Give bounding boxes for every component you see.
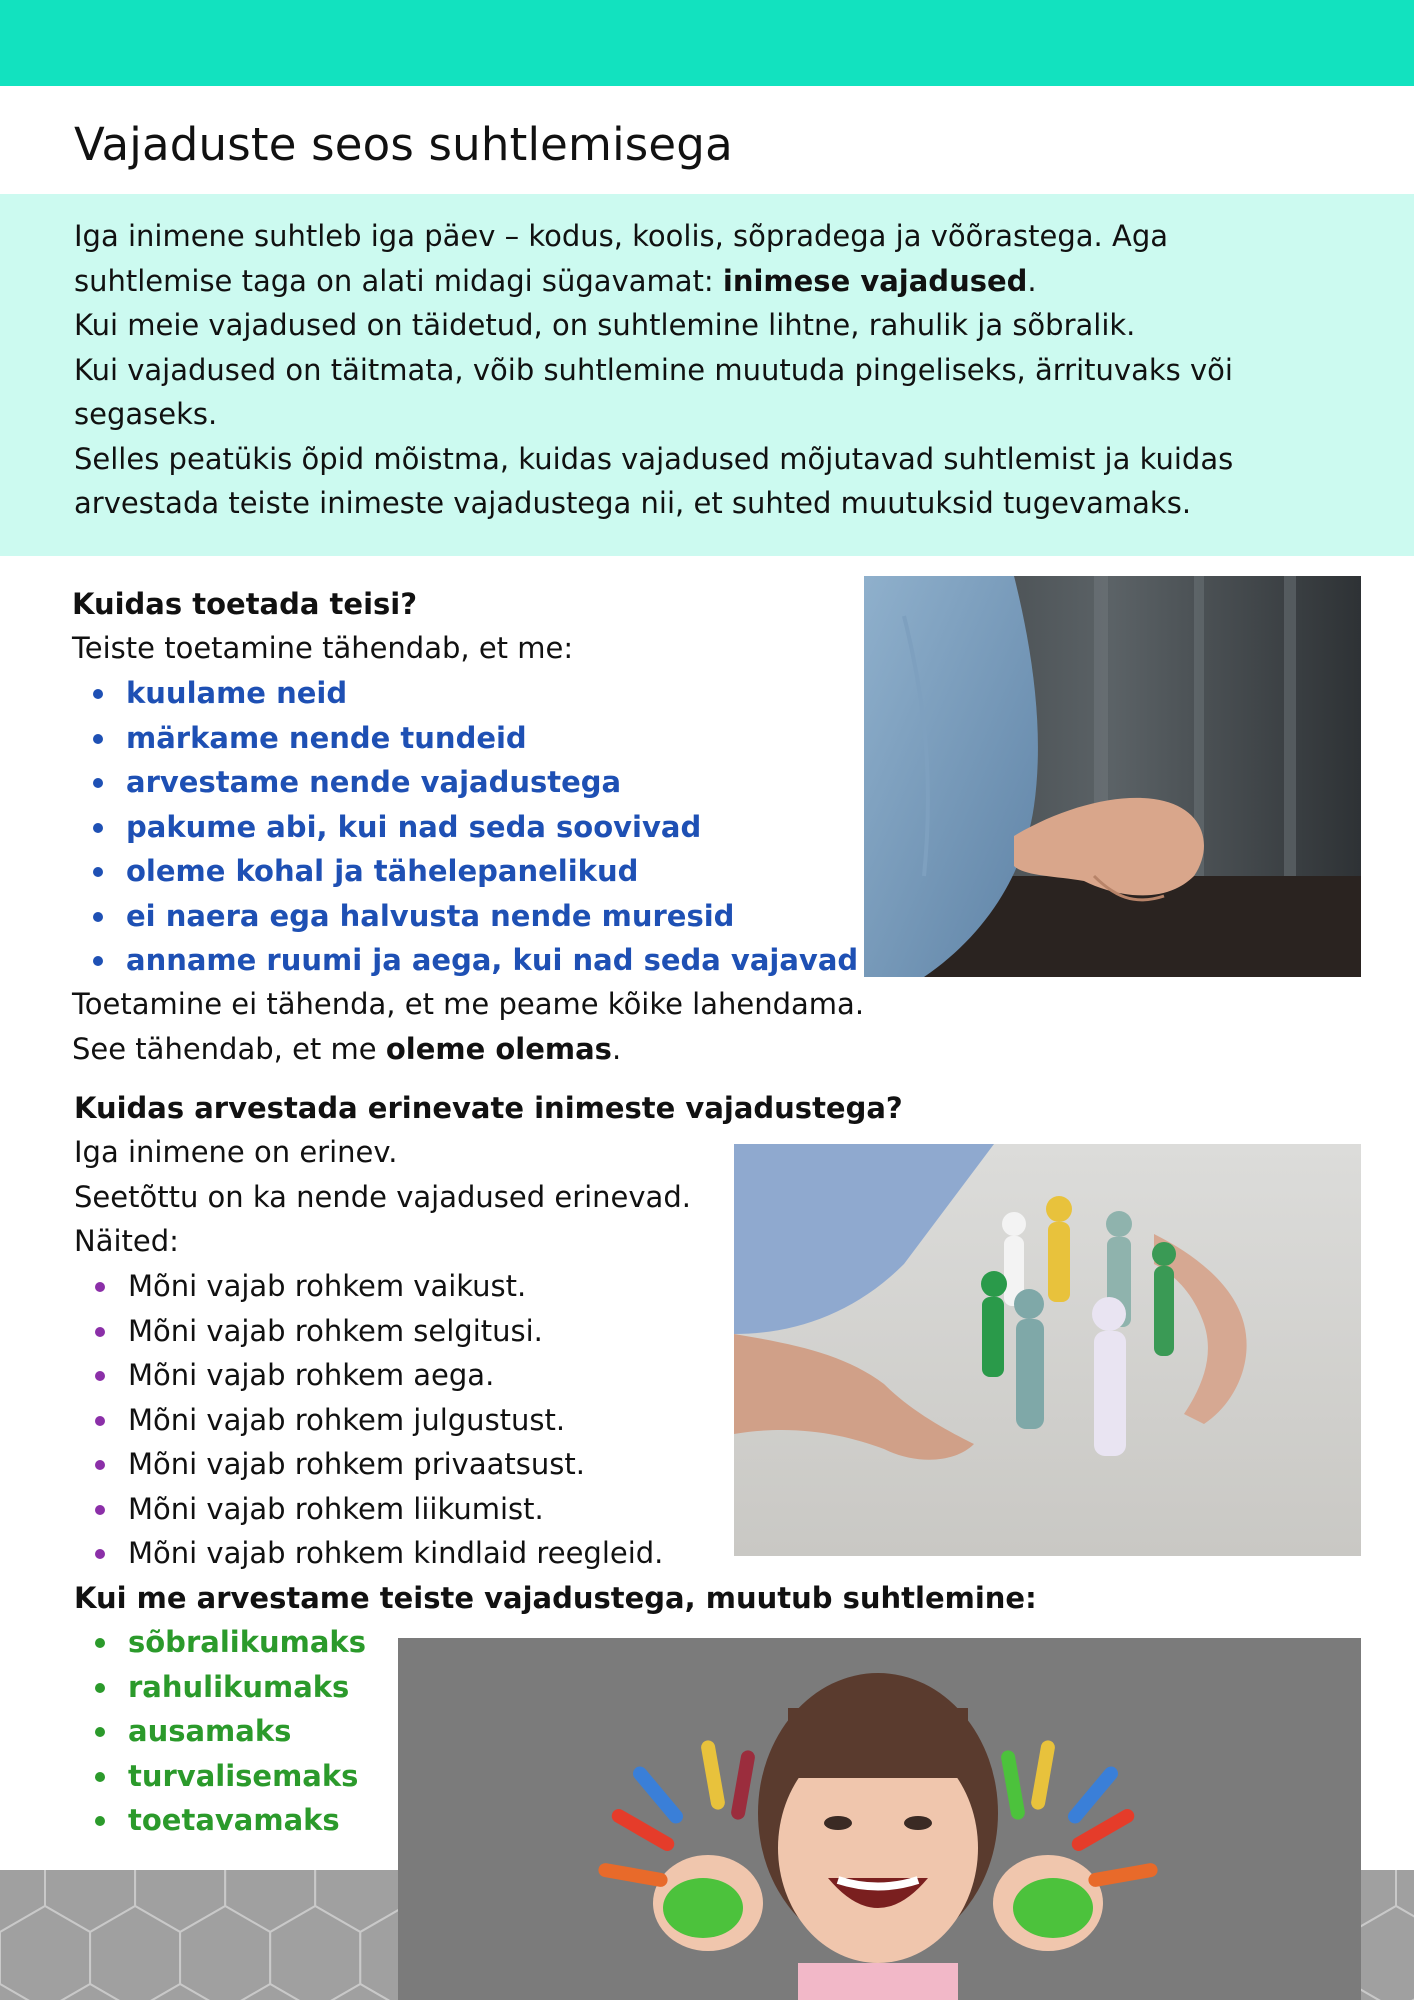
needs-list xyxy=(74,1264,663,1576)
support-list xyxy=(72,671,858,983)
intro-line: Kui meie vajadused on täidetud, on suhtlemine lihtne, rahulik ja sõbralik. xyxy=(74,308,1136,342)
result-heading: Kui me arvestame teiste vajadustega, muutub suhtlemine: xyxy=(74,1581,1037,1615)
support-list-item: märkame nende tundeid xyxy=(72,716,858,761)
support-list-item: anname ruumi ja aega, kui nad seda vajavad xyxy=(72,938,858,983)
result-list-item: toetavamaks xyxy=(74,1798,366,1843)
needs-list-item: Mõni vajab rohkem selgitusi. xyxy=(74,1309,663,1354)
result-list xyxy=(74,1620,366,1843)
support-outro-line xyxy=(72,1027,621,1072)
photo-smiling-girl xyxy=(398,1638,1361,2000)
needs-list-item: Mõni vajab rohkem vaikust. xyxy=(74,1264,663,1309)
support-outro-text: . xyxy=(611,1032,622,1066)
needs-heading: Kuidas arvestada erinevate inimeste vajadustega? xyxy=(74,1091,903,1125)
intro-line: Kui vajadused on täitmata, võib suhtlemine muutuda pingeliseks, ärrituvaks või xyxy=(74,352,1233,387)
intro-line: . xyxy=(1027,263,1037,298)
photo-helping-hand xyxy=(864,576,1361,977)
support-outro-text: See tähendab, et me xyxy=(72,1032,386,1066)
intro-line: arvestada teiste inimeste vajadustega nii, et suhted muutuksid tugevamaks. xyxy=(74,486,1192,520)
support-list-item: arvestame nende vajadustega xyxy=(72,760,858,805)
needs-list-item: Mõni vajab rohkem aega. xyxy=(74,1353,663,1398)
top-accent-bar xyxy=(0,0,1414,86)
intro-line: suhtlemise taga on alati midagi sügavamat: xyxy=(74,263,723,298)
support-list-item: pakume abi, kui nad seda soovivad xyxy=(72,805,858,850)
intro-box xyxy=(0,194,1414,556)
needs-list-item: Mõni vajab rohkem privaatsust. xyxy=(74,1442,663,1487)
support-outro-line: Toetamine ei tähenda, et me peame kõike lahendama. xyxy=(72,987,865,1021)
page-title: Vajaduste seos suhtlemisega xyxy=(74,118,733,171)
needs-list-item: Mõni vajab rohkem julgustust. xyxy=(74,1398,663,1443)
intro-line: Selles peatükis õpid mõistma, kuidas vajadused mõjutavad suhtlemist ja kuidas xyxy=(74,441,1234,476)
intro-line: Iga inimene suhtleb iga päev – kodus, koolis, sõpradega ja võõrastega. Aga xyxy=(74,219,1168,253)
result-list-item: ausamaks xyxy=(74,1709,366,1754)
support-intro: Teiste toetamine tähendab, et me: xyxy=(72,631,574,665)
intro-paragraph xyxy=(74,214,1340,526)
needs-line: Iga inimene on erinev. xyxy=(74,1135,398,1169)
intro-line: segaseks. xyxy=(74,397,218,431)
needs-list-item: Mõni vajab rohkem liikumist. xyxy=(74,1487,663,1532)
needs-examples-label: Näited: xyxy=(74,1224,179,1258)
needs-line: Seetõttu on ka nende vajadused erinevad. xyxy=(74,1180,691,1214)
intro-emphasis: inimese vajadused xyxy=(722,263,1028,298)
result-list-item: rahulikumaks xyxy=(74,1665,366,1710)
result-list-item: turvalisemaks xyxy=(74,1754,366,1799)
support-list-item: kuulame neid xyxy=(72,671,858,716)
support-outro-emphasis: oleme olemas xyxy=(385,1032,612,1066)
photo-paper-people xyxy=(734,1144,1361,1556)
result-list-item: sõbralikumaks xyxy=(74,1620,366,1665)
support-heading: Kuidas toetada teisi? xyxy=(72,587,418,621)
support-list-item: oleme kohal ja tähelepanelikud xyxy=(72,849,858,894)
needs-list-item: Mõni vajab rohkem kindlaid reegleid. xyxy=(74,1531,663,1576)
support-list-item: ei naera ega halvusta nende muresid xyxy=(72,894,858,939)
